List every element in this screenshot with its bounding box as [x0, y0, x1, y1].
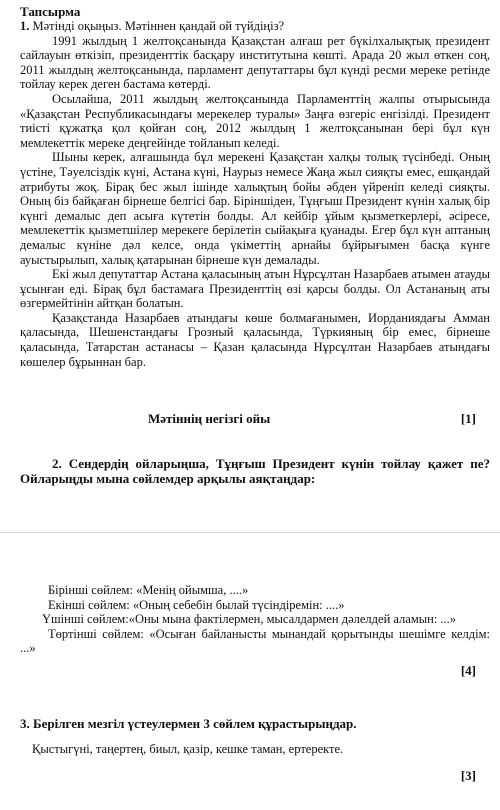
task3-score: [3]: [460, 768, 476, 783]
text-paragraph-3: Шыны керек, алғашында бұл мерекені Қазақстан халқы толық түсінбеді. Оның үстіне, Тәуелсіздік күні, Астана күні, Наурыз немесе Жаңа жыл сияқты емес, ешқандай атрибуты жоқ. Бірақ бес жыл ішінде халықтың бойы әбден үйреніп келеді сияқты. Оның біз байқаған бірнеше белгісі бар. Біріншіден, Тұңғыш Президент күнін халық бір күнгі демалыс деп асыға күтетін болды. Ал кейбір ұйым қызметкерлері, әсіресе, мемлекеттік қызметшілер мерекеге берілетін сыйақыға қуанады. Егер бұл күн аптаның демалыс күніне дәл келсе, онда үкіметтің арнайы бұйрығымен басқа күнге ауыстырылып, халық қатарынан бірнеше күн демалады.: [20, 150, 490, 267]
text-paragraph-1: 1991 жылдың 1 желтоқсанында Қазақстан алғаш рет бүкілхалықтық президент сайлауын өткізіп, президенттік басқару институтына көшті. Арада 20 жыл өткен соң, 2011 жылдың желтоқсанында, парламент депутаттары бұл күнді ресми мереке ретінде тойлау керек деген бастама көтерді.: [20, 33, 490, 92]
sentence-prompt-1: Бірінші сөйлем: «Менің ойымша, ....»: [48, 583, 249, 597]
sentence-prompt-3: Үшінші сөйлем:«Оны мына фактілермен, мысалдармен дәлелдей аламын: ...»: [42, 612, 457, 627]
task3-adverbs: Қыстыгүні, таңертең, биыл, қазір, кешке таман, ертеректе.: [32, 742, 344, 756]
task1-score: [1]: [460, 411, 476, 426]
text-paragraph-4: Екі жыл депутаттар Астана қаласының атын Нұрсұлтан Назарбаев атымен атауды ұсынған еді. Бірақ бұл бастамаға Президенттің өзі қарсы болды. Ол Астананың аты өзгермейтінін айтқан болатын.: [20, 267, 490, 311]
task1-number: 1.: [20, 19, 30, 33]
answer-area-divider: [0, 532, 500, 533]
page-title: Тапсырма: [20, 4, 81, 19]
task1-question-text: Мәтінді оқыңыз. Мәтіннен қандай ой түйдіңіз?: [29, 19, 285, 33]
task1-question: [20, 19, 490, 34]
sentence-prompt-2: Екінші сөйлем: «Оның себебін былай түсіндіремін: ....»: [48, 597, 345, 612]
task1-block: [20, 19, 490, 369]
main-idea-label: Мәтіннің негізгі ойы: [148, 411, 271, 426]
text-paragraph-2: Осылайша, 2011 жылдың желтоқсанында Парламенттің жалпы отырысында «Қазақстан Республикасындағы мерекелер туралы» Заңға өзгеріс енгізілді. Президент тиісті құжатқа қол қойған соң, 2012 жылдың 1 желтоқсанынан бері бұл күн мемлекеттік мереке деңгейінде тойланып келеді.: [20, 91, 490, 150]
task3-question: 3. Берілген мезгіл үстеулермен 3 сөйлем құрастырыңдар.: [20, 716, 357, 731]
task2-sentence-prompts: [20, 583, 490, 656]
task2-question: 2. Сендердің ойларыңша, Тұңғыш Президент күнін тойлау қажет пе? Ойларыңды мына сөйлемдер арқылы аяқтаңдар:: [20, 456, 490, 486]
text-paragraph-5: Қазақстанда Назарбаев атындағы көше болмағанымен, Иорданиядағы Амман қаласында, Шешенстандағы Грозный қаласында, Түркияның бір емес, бірнеше қаласында, Татарстан астанасы – Қазан қаласында Нұрсұлтан Назарбаев атындағы көшелер бұрыннан бар.: [20, 310, 490, 369]
sentence-prompt-4: Төртінші сөйлем: «Осыған байланысты мынандай қорытынды шешімге келдім: ...»: [20, 626, 490, 656]
task2-score: [4]: [460, 663, 476, 678]
